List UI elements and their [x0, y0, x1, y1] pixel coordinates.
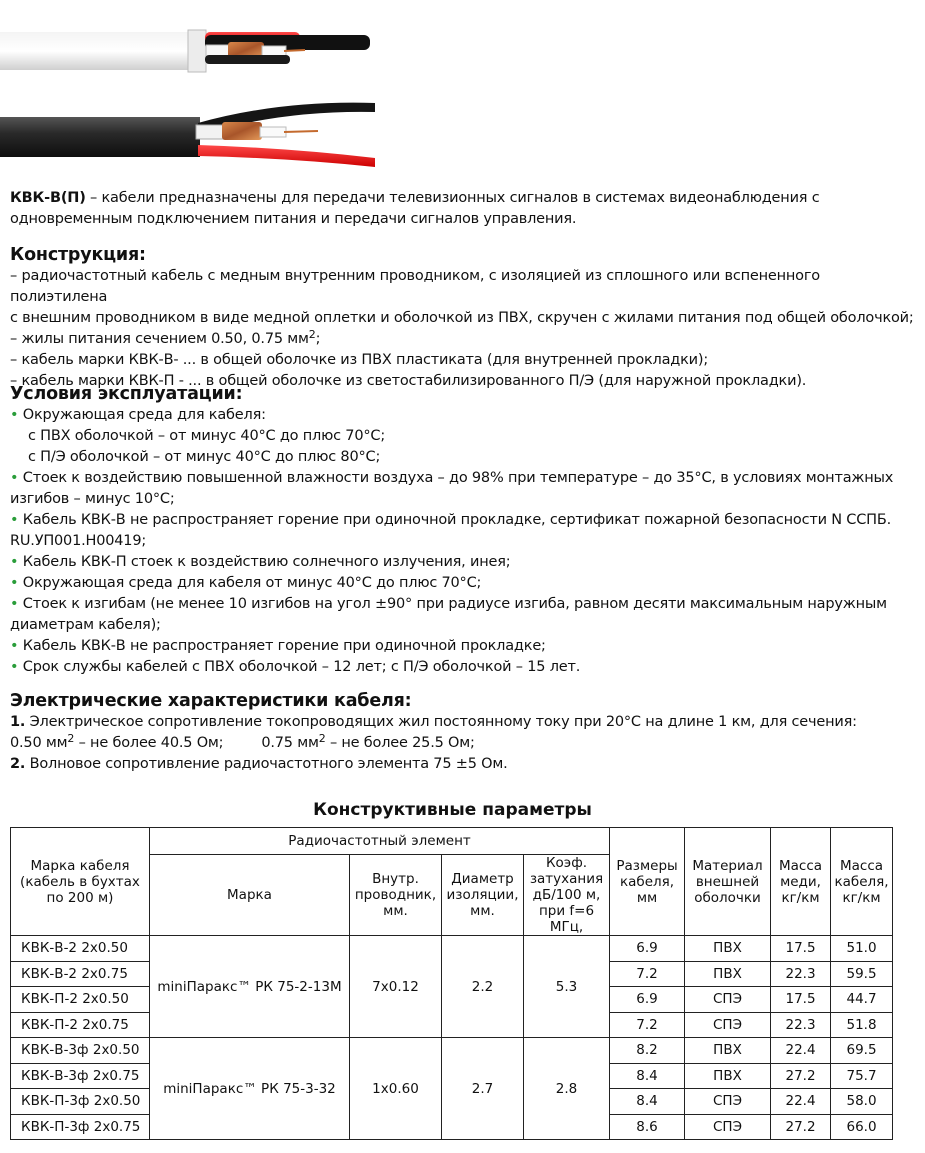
cell-cable-mass: 66.0: [831, 1114, 893, 1140]
cell-size: 8.4: [610, 1089, 685, 1115]
cable-product-image: [0, 0, 400, 185]
construction-line: с внешним проводником в виде медной оплетки и оболочкой из ПВХ, скручен с жилами питания под общей оболочкой;: [10, 310, 914, 326]
cell-brand: КВК-П-3ф 2х0.50: [11, 1089, 150, 1115]
cable-black-illustration: [0, 103, 375, 167]
cell-size: 7.2: [610, 961, 685, 987]
cell-size: 8.6: [610, 1114, 685, 1140]
cell-brand: КВК-П-3ф 2х0.75: [11, 1114, 150, 1140]
product-name: КВК-В(П): [10, 190, 86, 206]
table-body: [11, 936, 893, 1140]
cell-brand: КВК-В-3ф 2х0.75: [11, 1063, 150, 1089]
conditions-item: • Кабель КВК-В не распространяет горение при одиночной прокладке, сертификат пожарной безопасности N ССПБ.: [10, 512, 891, 528]
cell-copper-mass: 27.2: [771, 1114, 831, 1140]
cell-size: 8.4: [610, 1063, 685, 1089]
cell-brand: КВК-П-2 2х0.75: [11, 1012, 150, 1038]
construction-heading: Конструкция:: [10, 245, 146, 265]
conditions-item: • Кабель КВК-П стоек к воздействию солнечного излучения, инея;: [10, 554, 511, 570]
table-row: [11, 1038, 893, 1064]
bullet-icon: •: [10, 512, 19, 528]
cell-copper-mass: 27.2: [771, 1063, 831, 1089]
cell-brand: КВК-В-2 2х0.75: [11, 961, 150, 987]
bullet-icon: •: [10, 575, 19, 591]
cable-white-illustration: [0, 30, 370, 72]
cell-size: 6.9: [610, 987, 685, 1013]
cell-brand: КВК-В-2 2х0.50: [11, 936, 150, 962]
cell-insulation: 2.7: [442, 1038, 524, 1140]
cell-material: СПЭ: [685, 1089, 771, 1115]
cell-material: ПВХ: [685, 1038, 771, 1064]
cell-material: СПЭ: [685, 1012, 771, 1038]
cell-material: ПВХ: [685, 1063, 771, 1089]
electrical-line: 0.50 $мм^2$ – не более 40.5 Ом; 0.75 $мм^2$ – не более 25.5 Ом;: [10, 732, 475, 751]
conditions-item-cont: RU.УП001.Н00419;: [10, 533, 147, 549]
cell-copper-mass: 22.3: [771, 961, 831, 987]
cell-material: ПВХ: [685, 936, 771, 962]
conditions-subitem: с ПВХ оболочкой – от минус 40°С до плюс 70°С;: [28, 428, 386, 444]
conditions-item: • Срок службы кабелей с ПВХ оболочкой – 12 лет; с П/Э оболочкой – 15 лет.: [10, 659, 581, 675]
header-attenuation: Коэф. затухания дБ/100 м, при f=6 МГц,: [524, 855, 610, 936]
intro-section: [10, 188, 915, 230]
cell-copper-mass: 17.5: [771, 987, 831, 1013]
cell-copper-mass: 22.3: [771, 1012, 831, 1038]
cell-cable-mass: 69.5: [831, 1038, 893, 1064]
conditions-item-cont: диаметрам кабеля);: [10, 617, 161, 633]
cell-size: 8.2: [610, 1038, 685, 1064]
cell-cable-mass: 75.7: [831, 1063, 893, 1089]
construction-line: – кабель марки КВК-П - ... в общей оболочке из светостабилизированного П/Э (для наружной прокладки).: [10, 373, 807, 389]
cell-attenuation: 2.8: [524, 1038, 610, 1140]
bullet-icon: •: [10, 638, 19, 654]
cell-attenuation: 5.3: [524, 936, 610, 1038]
cell-cable-mass: 51.0: [831, 936, 893, 962]
construction-line: – кабель марки КВК-В- ... в общей оболочке из ПВХ пластиката (для внутренней прокладки);: [10, 352, 709, 368]
bullet-icon: •: [10, 470, 19, 486]
conditions-item: • Окружающая среда для кабеля:: [10, 407, 266, 423]
header-material: Материал внешней оболочки: [685, 828, 771, 936]
conditions-item: • Стоек к воздействию повышенной влажности воздуха – до 98% при температуре – до 35°С, в условиях монтажных: [10, 470, 894, 486]
cell-rf-mark: miniПаракс™ РК 75-2-13М: [150, 936, 350, 1038]
bullet-icon: •: [10, 554, 19, 570]
cell-brand: КВК-В-3ф 2х0.50: [11, 1038, 150, 1064]
cell-material: ПВХ: [685, 961, 771, 987]
header-size: Размеры кабеля, мм: [610, 828, 685, 936]
parameters-table: [10, 827, 893, 1140]
header-inner-conductor: Внутр. проводник, мм.: [350, 855, 442, 936]
construction-section: [10, 244, 915, 392]
cell-inner-conductor: 1х0.60: [350, 1038, 442, 1140]
conditions-section: [10, 383, 915, 678]
conditions-item: • Кабель КВК-В не распространяет горение при одиночной прокладке;: [10, 638, 546, 654]
conditions-item: • Стоек к изгибам (не менее 10 изгибов на угол ±90° при радиусе изгиба, равном десяти максимальным наружным: [10, 596, 887, 612]
conditions-item-cont: изгибов – минус 10°С;: [10, 491, 175, 507]
cell-material: СПЭ: [685, 1114, 771, 1140]
electrical-line: 2. Волновое сопротивление радиочастотного элемента 75 ±5 Ом.: [10, 756, 508, 772]
cell-insulation: 2.2: [442, 936, 524, 1038]
header-copper-mass: Масса меди, кг/км: [771, 828, 831, 936]
intro-line-2: одновременным подключением питания и передачи сигналов управления.: [10, 211, 577, 227]
electrical-line: 1. Электрическое сопротивление токопроводящих жил постоянному току при 20°С на длине 1 км, для сечения:: [10, 714, 857, 730]
bullet-icon: •: [10, 407, 19, 423]
header-rf-element: Радиочастотный элемент: [150, 828, 610, 855]
construction-line: – радиочастотный кабель с медным внутренним проводником, с изоляцией из сплошного или вспененного полиэтилена: [10, 268, 820, 305]
cell-cable-mass: 44.7: [831, 987, 893, 1013]
cell-cable-mass: 51.8: [831, 1012, 893, 1038]
construction-line: – жилы питания сечением 0.50, 0.75 $мм^2$;: [10, 328, 321, 347]
electrical-heading: Электрические характеристики кабеля:: [10, 691, 412, 711]
cell-copper-mass: 17.5: [771, 936, 831, 962]
electrical-section: [10, 690, 915, 775]
table-row: [11, 936, 893, 962]
bullet-icon: •: [10, 659, 19, 675]
header-brand: Марка кабеля (кабель в бухтах по 200 м): [11, 828, 150, 936]
cell-cable-mass: 59.5: [831, 961, 893, 987]
cell-brand: КВК-П-2 2х0.50: [11, 987, 150, 1013]
cell-size: 6.9: [610, 936, 685, 962]
table-title: Конструктивные параметры: [313, 800, 592, 820]
conditions-item: • Окружающая среда для кабеля от минус 40°С до плюс 70°С;: [10, 575, 482, 591]
bullet-icon: •: [10, 596, 19, 612]
conditions-subitem: с П/Э оболочкой – от минус 40°С до плюс 80°С;: [28, 449, 381, 465]
cell-material: СПЭ: [685, 987, 771, 1013]
header-rf-mark: Марка: [150, 855, 350, 936]
cell-size: 7.2: [610, 1012, 685, 1038]
cell-rf-mark: miniПаракс™ РК 75-3-32: [150, 1038, 350, 1140]
cell-inner-conductor: 7х0.12: [350, 936, 442, 1038]
cell-copper-mass: 22.4: [771, 1038, 831, 1064]
header-cable-mass: Масса кабеля, кг/км: [831, 828, 893, 936]
cell-copper-mass: 22.4: [771, 1089, 831, 1115]
intro-line-1: КВК-В(П) – кабели предназначены для передачи телевизионных сигналов в системах видеонаблюдения с: [10, 190, 820, 206]
header-insulation: Диаметр изоляции, мм.: [442, 855, 524, 936]
cell-cable-mass: 58.0: [831, 1089, 893, 1115]
conditions-heading: Условия эксплуатации:: [10, 384, 243, 404]
